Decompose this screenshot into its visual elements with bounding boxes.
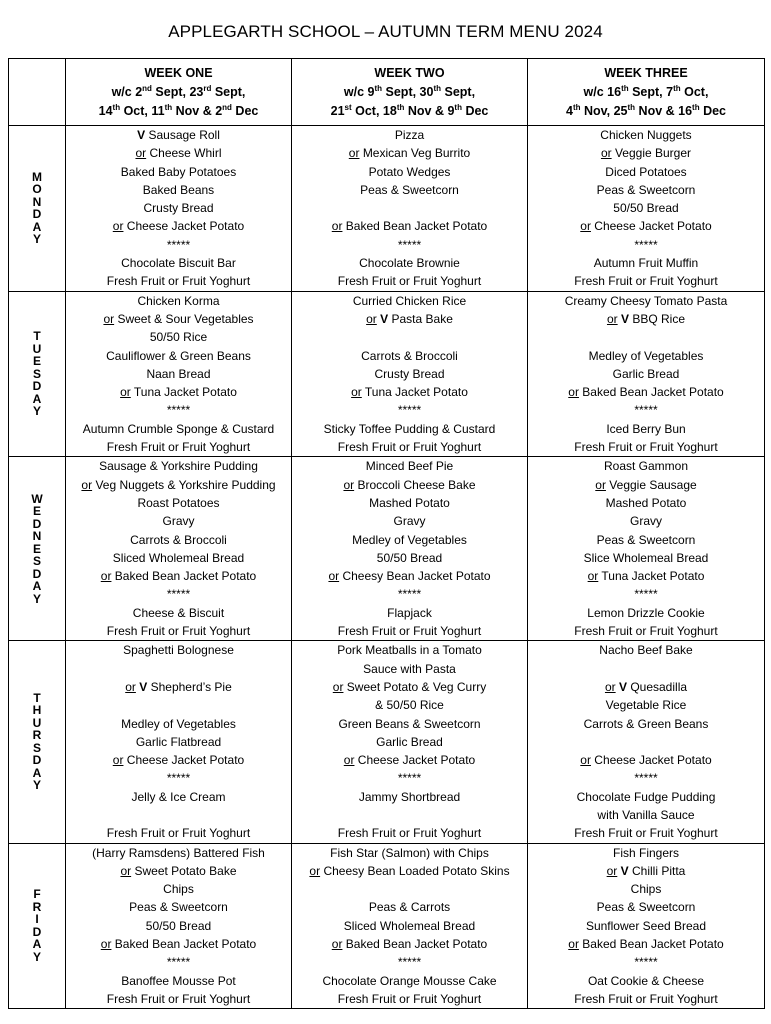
menu-item: Chocolate Fudge Pudding [576, 789, 716, 804]
menu-item: ***** [397, 237, 422, 252]
week-name: WEEK THREE [604, 65, 688, 80]
menu-item: Gravy [629, 514, 662, 529]
menu-item: or Tuna Jacket Potato [587, 569, 705, 584]
menu-item: or Tuna Jacket Potato [120, 385, 237, 400]
week-header [292, 59, 528, 126]
menu-item: or Sweet & Sour Vegetables [103, 311, 254, 326]
menu-item: Chicken Nuggets [600, 128, 692, 142]
menu-cell [528, 126, 765, 292]
day-row [9, 291, 765, 457]
menu-item: ***** [166, 771, 191, 786]
menu-item: Sausage & Yorkshire Pudding [99, 459, 258, 474]
day-row [9, 641, 765, 843]
day-label: F R I D A Y [9, 843, 66, 1009]
menu-item: or Mexican Veg Burrito [348, 146, 471, 161]
menu-item: with Vanilla Sauce [597, 807, 695, 822]
week-dates: 14th Oct, 11th Nov & 2nd Dec [98, 102, 259, 118]
menu-item: Autumn Fruit Muffin [593, 256, 699, 271]
menu-item: Fresh Fruit or Fruit Yoghurt [337, 274, 482, 289]
menu-item: Carrots & Green Beans [583, 716, 709, 731]
menu-item: Curried Chicken Rice [352, 293, 467, 308]
menu-item: Green Beans & Sweetcorn [338, 716, 481, 731]
menu-item: or Baked Bean Jacket Potato [568, 385, 724, 400]
menu-item: or Cheesy Bean Loaded Potato Skins [309, 863, 510, 878]
menu-item [66, 660, 291, 678]
menu-item: Baked Baby Potatoes [120, 164, 237, 179]
menu-item: & 50/50 Rice [375, 698, 444, 713]
menu-item: Roast Potatoes [137, 495, 220, 510]
menu-cell [66, 641, 292, 843]
menu-item: or Cheese Jacket Potato [580, 753, 712, 768]
menu-item: Crusty Bread [143, 201, 214, 216]
menu-item: or Baked Bean Jacket Potato [100, 569, 257, 584]
menu-item: Pork Meatballs in a Tomato [337, 643, 482, 658]
menu-item: Crusty Bread [374, 366, 445, 381]
menu-item: ***** [397, 955, 422, 970]
menu-item [292, 199, 527, 217]
menu-item: Banoffee Mousse Pot [121, 973, 236, 988]
menu-item: 50/50 Rice [149, 330, 208, 345]
menu-item: Cauliflower & Green Beans [106, 348, 251, 363]
menu-item: Medley of Vegetables [121, 716, 236, 731]
menu-item: Fresh Fruit or Fruit Yoghurt [337, 991, 482, 1006]
header-row [9, 59, 765, 126]
menu-item: Fish Fingers [612, 845, 680, 860]
menu-item: or V BBQ Rice [606, 311, 686, 326]
page-title: APPLEGARTH SCHOOL – AUTUMN TERM MENU 2024 [168, 22, 603, 41]
menu-item: or Sweet Potato & Veg Curry [332, 679, 487, 694]
menu-item [528, 660, 764, 678]
menu-item: Medley of Vegetables [352, 532, 467, 547]
menu-item: or Cheese Jacket Potato [112, 753, 245, 768]
menu-item [292, 880, 527, 898]
menu-item: (Harry Ramsdens) Battered Fish [92, 845, 265, 860]
menu-item: Potato Wedges [368, 164, 451, 179]
menu-item: Fresh Fruit or Fruit Yoghurt [574, 440, 718, 455]
corner-cell [9, 59, 66, 126]
week-dates: 4th Nov, 25th Nov & 16th Dec [565, 102, 727, 118]
menu-item: Garlic Bread [376, 734, 443, 749]
menu-item: Medley of Vegetables [588, 348, 704, 363]
menu-item: Mashed Potato [605, 495, 687, 510]
menu-item: Creamy Cheesy Tomato Pasta [564, 293, 728, 308]
menu-item: Minced Beef Pie [365, 459, 454, 474]
menu-item: Peas & Sweetcorn [596, 900, 696, 915]
menu-cell [66, 126, 292, 292]
menu-item: ***** [166, 955, 191, 970]
menu-item: ***** [634, 403, 658, 418]
menu-cell [66, 457, 292, 641]
menu-item: Naan Bread [146, 366, 211, 381]
menu-item: Chocolate Orange Mousse Cake [322, 973, 497, 988]
menu-item: ***** [634, 237, 658, 252]
day-row [9, 843, 765, 1009]
menu-item: Autumn Crumble Sponge & Custard [82, 421, 275, 436]
menu-item: Fresh Fruit or Fruit Yoghurt [574, 826, 718, 841]
menu-item: ***** [166, 237, 191, 252]
menu-item: Sliced Wholemeal Bread [112, 550, 245, 565]
menu-item: Fresh Fruit or Fruit Yoghurt [106, 274, 251, 289]
menu-item: Fresh Fruit or Fruit Yoghurt [106, 440, 251, 455]
menu-item: Carrots & Broccoli [130, 532, 227, 547]
menu-item: Fresh Fruit or Fruit Yoghurt [106, 826, 251, 841]
menu-cell [292, 457, 528, 641]
menu-item: Chocolate Biscuit Bar [121, 256, 236, 271]
menu-item: Cheese & Biscuit [132, 605, 225, 620]
menu-item: Nacho Beef Bake [599, 643, 693, 658]
menu-item [528, 328, 764, 346]
menu-item: ***** [634, 587, 658, 602]
menu-item: or Broccoli Cheese Bake [343, 477, 476, 492]
menu-item: or Veggie Sausage [595, 477, 697, 492]
week-name: WEEK TWO [374, 65, 445, 80]
menu-item [292, 806, 527, 824]
menu-item: Chips [630, 882, 662, 897]
menu-item: ***** [397, 403, 422, 418]
menu-cell [292, 126, 528, 292]
menu-table [8, 58, 765, 1009]
day-row [9, 126, 765, 292]
menu-item: Chocolate Brownie [359, 256, 460, 271]
menu-item: Lemon Drizzle Cookie [587, 605, 705, 620]
menu-cell [528, 843, 765, 1009]
menu-item: Fresh Fruit or Fruit Yoghurt [106, 624, 251, 639]
menu-item: or Baked Bean Jacket Potato [331, 937, 488, 952]
menu-item: ***** [634, 771, 658, 786]
day-label: W E D N E S D A Y [9, 457, 66, 641]
menu-item: or Baked Bean Jacket Potato [100, 937, 257, 952]
menu-item: Fresh Fruit or Fruit Yoghurt [337, 624, 482, 639]
menu-item: 50/50 Bread [613, 201, 679, 216]
menu-cell [528, 641, 765, 843]
week-dates: w/c 2nd Sept, 23rd Sept, [111, 83, 246, 99]
day-label: T U E S D A Y [9, 291, 66, 457]
menu-item: V Sausage Roll [137, 128, 220, 142]
week-name: WEEK ONE [144, 65, 213, 80]
menu-item: Baked Beans [142, 182, 215, 197]
menu-item: Mashed Potato [369, 495, 450, 510]
menu-item: Flapjack [387, 605, 432, 620]
menu-item: Peas & Carrots [368, 900, 451, 915]
menu-item: Sliced Wholemeal Bread [343, 918, 476, 933]
menu-cell [292, 291, 528, 457]
menu-item: Gravy [162, 514, 195, 529]
menu-item: or V Quesadilla [604, 679, 688, 694]
menu-item: Garlic Bread [612, 366, 680, 381]
menu-item: or Cheese Jacket Potato [112, 219, 245, 234]
week-header [66, 59, 292, 126]
menu-item: Roast Gammon [603, 459, 689, 474]
menu-item: or Sweet Potato Bake [120, 863, 237, 878]
menu-item: or Cheese Jacket Potato [580, 219, 712, 234]
menu-item: Jammy Shortbread [358, 789, 461, 804]
menu-cell [528, 457, 765, 641]
menu-item: Jelly & Ice Cream [131, 789, 226, 804]
menu-item: or V Pasta Bake [366, 311, 453, 326]
menu-item: Pizza [394, 128, 425, 142]
menu-item: ***** [397, 771, 422, 786]
menu-item: or Cheese Whirl [135, 146, 222, 161]
week-dates: w/c 16th Sept, 7th Oct, [583, 83, 709, 99]
menu-item: Peas & Sweetcorn [596, 182, 696, 197]
menu-item: Garlic Flatbread [135, 734, 222, 749]
menu-item: Carrots & Broccoli [361, 348, 458, 363]
menu-item: or Baked Bean Jacket Potato [331, 219, 488, 234]
menu-item: or Cheese Jacket Potato [343, 753, 476, 768]
menu-item: or Baked Bean Jacket Potato [568, 937, 724, 952]
menu-item: Fresh Fruit or Fruit Yoghurt [574, 274, 718, 289]
menu-item: Iced Berry Bun [606, 421, 686, 436]
menu-item: Vegetable Rice [605, 698, 687, 713]
menu-item [66, 696, 291, 714]
menu-item: 50/50 Bread [376, 550, 443, 565]
menu-item: or Veggie Burger [600, 146, 692, 161]
menu-item: Spaghetti Bolognese [123, 643, 234, 658]
menu-item: Fresh Fruit or Fruit Yoghurt [574, 624, 718, 639]
menu-item: Sauce with Pasta [363, 661, 456, 676]
menu-item: Sticky Toffee Pudding & Custard [323, 421, 496, 436]
menu-item: 50/50 Bread [145, 918, 212, 933]
day-label: T H U R S D A Y [9, 641, 66, 843]
menu-cell [66, 843, 292, 1009]
menu-item: ***** [634, 955, 658, 970]
menu-item [292, 328, 527, 346]
day-label: M O N D A Y [9, 126, 66, 292]
menu-item [66, 806, 291, 824]
menu-item: Slice Wholemeal Bread [583, 550, 709, 565]
menu-item: Fresh Fruit or Fruit Yoghurt [337, 440, 482, 455]
menu-item: Oat Cookie & Cheese [587, 973, 705, 988]
menu-item: Fresh Fruit or Fruit Yoghurt [106, 991, 251, 1006]
menu-item: Peas & Sweetcorn [596, 532, 696, 547]
menu-item: or Tuna Jacket Potato [351, 385, 468, 400]
menu-cell [292, 843, 528, 1009]
menu-item: or V Shepherd’s Pie [125, 679, 232, 694]
menu-item: Diced Potatoes [605, 164, 687, 179]
menu-item: Chips [163, 882, 194, 897]
menu-cell [66, 291, 292, 457]
menu-item: ***** [166, 587, 191, 602]
week-header [528, 59, 765, 126]
menu-cell [292, 641, 528, 843]
menu-item [528, 733, 764, 751]
menu-item: Fresh Fruit or Fruit Yoghurt [337, 826, 482, 841]
week-dates: 21st Oct, 18th Nov & 9th Dec [330, 102, 489, 118]
menu-body [9, 126, 765, 1009]
menu-item: Peas & Sweetcorn [360, 182, 459, 197]
menu-item: ***** [166, 403, 191, 418]
menu-item: Peas & Sweetcorn [129, 900, 228, 915]
menu-item: Sunflower Seed Bread [585, 918, 707, 933]
menu-item: ***** [397, 587, 422, 602]
menu-cell [528, 291, 765, 457]
menu-item: Gravy [393, 514, 426, 529]
week-dates: w/c 9th Sept, 30th Sept, [343, 83, 476, 99]
menu-item: Fresh Fruit or Fruit Yoghurt [574, 991, 718, 1006]
menu-item: Fish Star (Salmon) with Chips [330, 845, 489, 860]
menu-item: or Cheesy Bean Jacket Potato [328, 569, 491, 584]
day-row [9, 457, 765, 641]
menu-item: or Veg Nuggets & Yorkshire Pudding [81, 477, 276, 492]
menu-item: Chicken Korma [137, 293, 220, 308]
menu-item: or V Chilli Pitta [606, 863, 686, 878]
